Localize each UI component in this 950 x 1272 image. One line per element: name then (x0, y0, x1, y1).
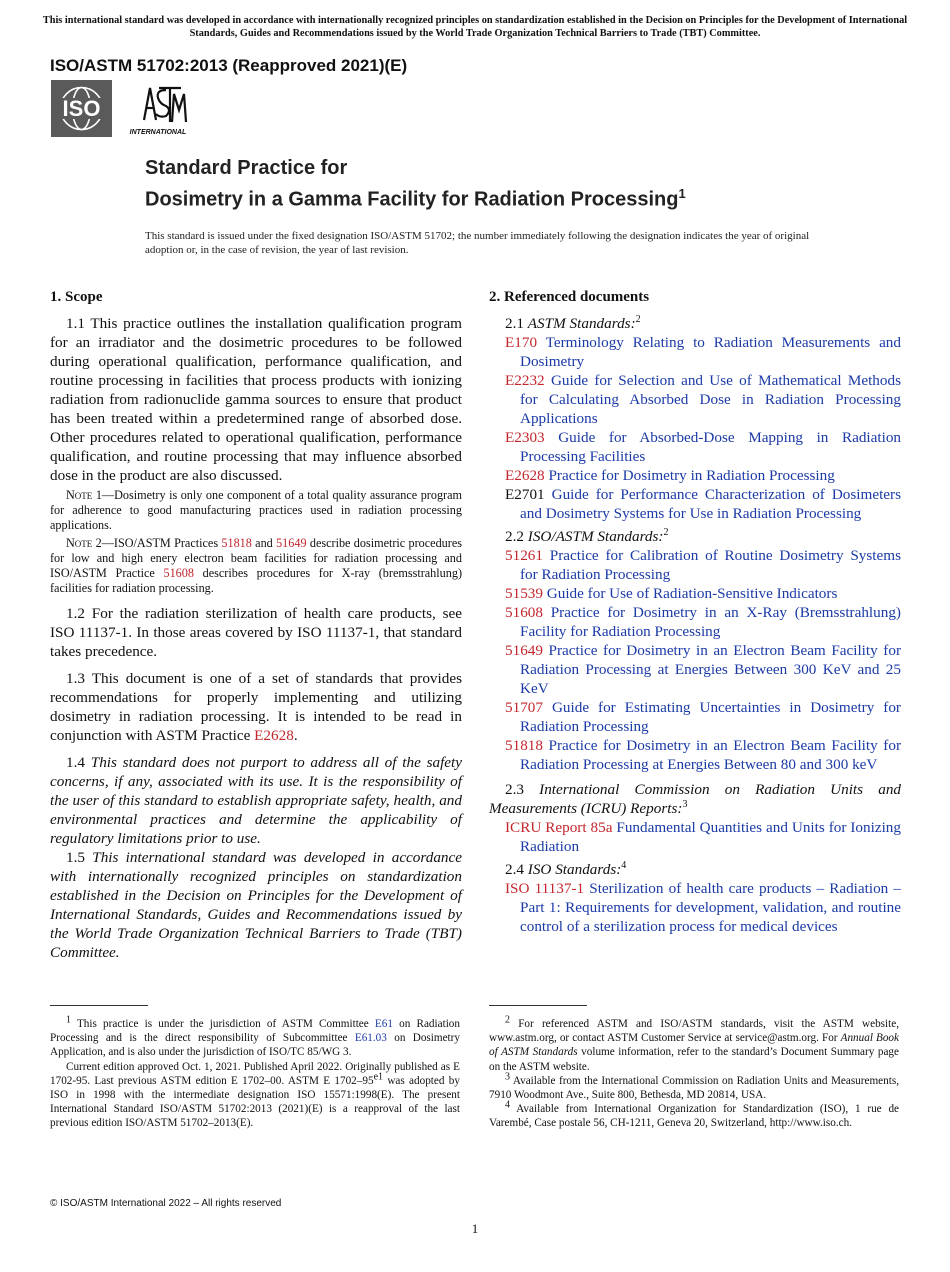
astm-standards-subhead (505, 314, 901, 333)
copyright-notice: © ISO/ASTM International 2022 – All rights reserved (50, 1198, 282, 1209)
footnote-4-mark: 4 (505, 1099, 510, 1111)
scope-para-1-3 (50, 669, 462, 745)
reference-code-link[interactable]: 51818 (505, 737, 543, 754)
note-2 (50, 536, 462, 596)
astm-subhead-label: ASTM Standards: (527, 315, 636, 332)
isoastm-subhead-sup: 2 (663, 526, 669, 538)
footnote-2-mark: 2 (505, 1014, 510, 1026)
scope-para-1-1: 1.1 This practice outlines the installation qualification program for an irradiator and the dosimetric procedures to be followed during operational qualification, performance qualification, and routine processing in facilities that process products with ionizing radiation from radionuclide gamma sources to ensure that product has been treated within a predetermined range of absorbed dose. Other procedures related to operational qualification, performance qualification, and routine processing that may influence absorbed dose in the product are also discussed. (50, 315, 462, 484)
note-2-text-b: and (251, 536, 277, 550)
reference-code-link[interactable]: E2628 (505, 467, 545, 484)
footnote-1-text-b: on Radiation Processing and is the direct responsibility of Subcommittee (50, 1018, 460, 1045)
note-2-text-a: 2—ISO/ASTM Practices (92, 536, 222, 550)
icru-subhead-label: International Commission on Radiation Units and Measurements (ICRU) Reports: (489, 781, 902, 817)
reference-code-link[interactable]: ICRU Report 85a (505, 819, 613, 836)
footnote-2-text-b: volume information, refer to the standard’s Document Summary page on the ASTM website. (489, 1046, 899, 1073)
isoastm-subhead-num: 2.2 (505, 528, 528, 545)
reference-title-link[interactable]: Practice for Dosimetry in an Electron Beam Facility for Radiation Processing at Energies Between 80 and 300 keV (520, 737, 902, 773)
reference-code-link[interactable]: 51649 (505, 642, 543, 659)
footnotes-right (489, 1014, 899, 1131)
note-2-text-d: describes procedures for X-ray (bremsstrahlung) facilities for radiation processing. (50, 566, 463, 595)
reference-code-link[interactable]: ISO 11137-1 (505, 880, 585, 897)
astm-subhead-num: 2.1 (505, 315, 528, 332)
issue-note: This standard is issued under the fixed designation ISO/ASTM 51702; the number immediately following the designation indicates the year of original adoption or, in the case of revision, the year of last revision. (145, 230, 810, 256)
isoastm-subhead-label: ISO/ASTM Standards: (527, 528, 664, 545)
footnote-1-edition-b: was adopted by ISO in 1998 with the intermediate designation ISO 15571:1998(E). The present International Standard ISO/ASTM 51702:2013 (2021)(E) is a reapproval of the last previous edition ISO/ASTM 51702–2013(E). (50, 1074, 460, 1130)
iso-reference-list (489, 879, 901, 936)
note-2-text-c: describe dosimetric procedures for low and high enery electron beam facilities for radiation processing and ISO/ASTM Practice (50, 536, 462, 580)
scope-section (50, 288, 462, 962)
scope-para-1-5 (50, 848, 462, 962)
reference-entry (489, 603, 901, 641)
scope-para-1-4-num: 1.4 (66, 754, 91, 771)
footnote-1-edition-sup: e1 (373, 1071, 384, 1083)
isoastm-standards-subhead (505, 527, 901, 546)
reference-entry (489, 546, 901, 584)
reference-title-link[interactable]: Guide for Estimating Uncertainties in Dosimetry for Radiation Processing (520, 699, 901, 735)
reference-entry (489, 333, 901, 371)
note-1-label: Note (66, 488, 93, 502)
note-1-text: 1—Dosimetry is only one component of a total quality assurance program for adherence to good manufacturing practices used in radiation processing applications. (50, 488, 462, 532)
reference-entry (489, 818, 901, 856)
reference-entry (489, 584, 901, 603)
reference-title-link[interactable]: Guide for Performance Characterization of Dosimeters and Dosimetry Systems for Use in Radiation Processing (520, 486, 902, 522)
footnote-3 (489, 1071, 899, 1102)
scope-para-1-4 (50, 753, 462, 848)
footnote-1-edition-a: Current edition approved Oct. 1, 2021. Published April 2022. Originally published as E 1702-95. Last previous ASTM edition E 1702–00. ASTM E 1702–95 (50, 1060, 460, 1087)
link-e61-03[interactable]: E61.03 (354, 1032, 387, 1045)
scope-para-1-2: 1.2 For the radiation sterilization of health care products, see ISO 11137-1. In those areas covered by ISO 11137-1, that standard takes precedence. (50, 605, 462, 660)
icru-subhead-num: 2.3 (505, 781, 540, 798)
footnotes-left (50, 1014, 460, 1131)
note-2-label: Note (66, 536, 93, 550)
reference-title-link[interactable]: Practice for Dosimetry in an X-Ray (Bremsstrahlung) Facility for Radiation Processing (520, 604, 901, 640)
title-footnote-mark: 1 (678, 186, 686, 201)
iso-standards-subhead (505, 860, 901, 879)
scope-para-1-5-text: This international standard was developed in accordance with internationally recognized principles on standardization established in the Decision on Principles for the Development of International Standards, Guides and Recommendations issued by the World Trade Organization Technical Barriers to Trade (TBT) Committee. (50, 849, 463, 961)
reference-code-link[interactable]: 51261 (505, 547, 543, 564)
reference-entry (489, 371, 901, 428)
iso-subhead-label: ISO Standards: (527, 861, 622, 878)
reference-code-link[interactable]: E170 (505, 334, 538, 351)
title-line-1: Standard Practice for (145, 157, 348, 179)
footnote-4 (489, 1099, 899, 1130)
reference-code-link[interactable]: E2232 (505, 372, 545, 389)
references-heading: 2. Referenced documents (489, 289, 650, 305)
footnote-rule-right (489, 1005, 587, 1006)
scope-heading: 1. Scope (50, 289, 103, 305)
reference-entry (489, 428, 901, 466)
scope-para-1-3-end: . (293, 727, 298, 744)
astm-logo (126, 80, 190, 138)
reference-entry (489, 485, 901, 523)
reference-code-link: E2701 (505, 486, 545, 503)
reference-code-link[interactable]: 51539 (505, 585, 543, 602)
reference-title-link[interactable]: Terminology Relating to Radiation Measurements and Dosimetry (520, 334, 901, 370)
iso-subhead-sup: 4 (621, 859, 627, 871)
isoastm-reference-list (489, 546, 901, 774)
reference-title-link[interactable]: Guide for Absorbed-Dose Mapping in Radiation Processing Facilities (520, 429, 902, 465)
icru-reports-subhead (489, 780, 901, 818)
footnote-4-text: Available from International Organization for Standardization (ISO), 1 rue de Varembé, Case postale 56, CH-1211, Geneva 20, Switzerland, http://www.iso.ch. (489, 1103, 899, 1130)
reference-entry (489, 736, 901, 774)
link-51649[interactable]: 51649 (276, 536, 307, 550)
reference-code-link[interactable]: 51707 (505, 699, 543, 716)
footnote-3-text: Available from the International Commission on Radiation Units and Measurements, 7910 Woodmont Ave., Suite 800, Bethesda, MD 20814, USA. (489, 1074, 899, 1102)
reference-entry (489, 641, 901, 698)
link-e61[interactable]: E61 (374, 1018, 393, 1030)
note-1 (50, 488, 462, 533)
reference-entry (489, 879, 901, 936)
reference-title-link[interactable]: Sterilization of health care products – Radiation – Part 1: Requirements for development, validation, and routine control of a sterilization process for medical devices (520, 880, 902, 935)
astm-subhead-sup: 2 (635, 313, 641, 325)
footnote-2-text-a: For referenced ASTM and ISO/ASTM standards, visit the ASTM website, www.astm.org, or contact ASTM Customer Service at service@astm.org. For (489, 1018, 899, 1045)
iso-logo-text: ISO (62, 96, 101, 121)
iso-subhead-num: 2.4 (505, 861, 528, 878)
astm-reference-list (489, 333, 901, 523)
reference-title-link[interactable]: Fundamental Quantities and Units for Ionizing Radiation (520, 819, 901, 855)
link-51608[interactable]: 51608 (163, 566, 194, 580)
scope-para-1-3-text: 1.3 This document is one of a set of standards that provides recommendations for properly implementing and utilizing dosimetry in radiation processing. It is intended to be read in conjunction with ASTM Practice (50, 670, 462, 744)
title-block (145, 156, 686, 214)
reference-title-link[interactable]: Practice for Calibration of Routine Dosimetry Systems for Radiation Processing (520, 547, 901, 583)
referenced-documents-section (489, 288, 901, 936)
footnote-3-mark: 3 (505, 1071, 510, 1083)
scope-para-1-4-text: This standard does not purport to address all of the safety concerns, if any, associated with its use. It is the responsibility of the user of this standard to establish appropriate safety, health, and environmental practices and determine the applicability of regulatory limitations prior to use. (50, 754, 462, 847)
reference-title-link[interactable]: Guide for Selection and Use of Mathematical Methods for Calculating Absorbed Dose in Radiation Processing Applications (520, 372, 902, 427)
reference-entry (489, 466, 901, 485)
reference-title-link[interactable]: Guide for Use of Radiation-Sensitive Indicators (546, 585, 838, 602)
top-notice: This international standard was developed in accordance with internationally recognized principles on standardization established in the Decision on Principles for the Development of International Standards, Guides and Recommendations issued by the World Trade Organization Technical Barriers to Trade (TBT) Committee. (42, 15, 908, 39)
scope-para-1-5-num: 1.5 (66, 849, 93, 866)
astm-logo-sub: INTERNATIONAL (129, 129, 187, 136)
icru-subhead-sup: 3 (682, 798, 688, 810)
reference-title-link[interactable]: Practice for Dosimetry in Radiation Processing (548, 467, 835, 484)
footnote-1-mark: 1 (66, 1014, 71, 1026)
reference-title-link[interactable]: Practice for Dosimetry in an Electron Beam Facility for Radiation Processing at Energies Between 300 KeV and 25 KeV (520, 642, 902, 697)
page-number: 1 (471, 1221, 479, 1236)
footnote-rule-left (50, 1005, 148, 1006)
standard-designation: ISO/ASTM 51702:2013 (Reapproved 2021)(E) (50, 56, 408, 75)
footnote-1-text-c: on Dosimetry Application, and is also under the jurisdiction of ISO/TC 85/WG 3. (50, 1032, 460, 1059)
footnote-2 (489, 1014, 899, 1074)
title-line-2 (145, 180, 686, 214)
footnote-1-text-a: This practice is under the jurisdiction of ASTM Committee (71, 1018, 375, 1030)
icru-reference-list (489, 818, 901, 856)
title-main: Dosimetry in a Gamma Facility for Radiation Processing (145, 188, 679, 211)
reference-code-link[interactable]: E2303 (505, 429, 545, 446)
footnote-2-italic: Annual Book of ASTM Standards (489, 1032, 899, 1059)
reference-entry (489, 698, 901, 736)
iso-logo (51, 80, 112, 137)
link-e2628[interactable]: E2628 (254, 727, 294, 744)
footnote-1 (50, 1014, 460, 1060)
link-51818[interactable]: 51818 (221, 536, 252, 550)
footnote-1-edition (50, 1060, 460, 1131)
reference-code-link[interactable]: 51608 (505, 604, 543, 621)
